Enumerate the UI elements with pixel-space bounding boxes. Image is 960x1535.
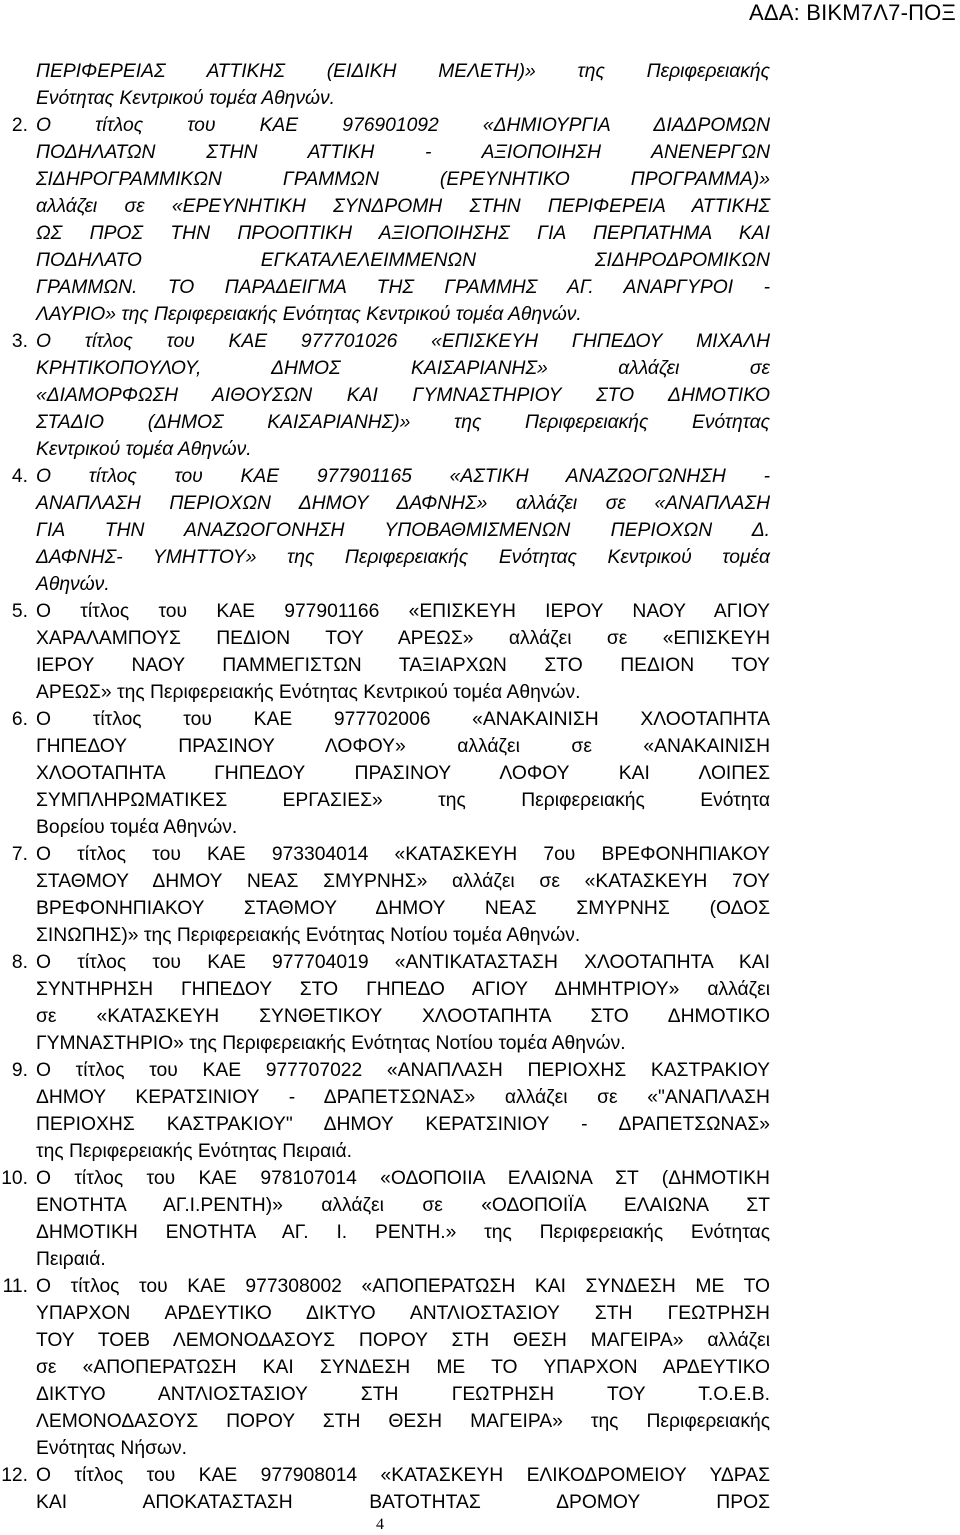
text-line: Ενότητας Κεντρικού τομέα Αθηνών. (36, 88, 335, 109)
item-number: 12. (1, 1465, 28, 1486)
text-line: ΑΝΑΠΛΑΣΗ ΠΕΡΙΟΧΩΝ ΔΗΜΟΥ ΔΑΦΝΗΣ» αλλάζει σε «ΑΝΑΠΛΑΣΗ (36, 493, 770, 514)
text-line: ΕΝΟΤΗΤΑ ΑΓ.Ι.ΡΕΝΤΗ)» αλλάζει σε «ΟΔΟΠΟΙΪΑ ΕΛΑΙΩΝΑ ΣΤ (36, 1195, 770, 1216)
text-line: ΓΥΜΝΑΣΤΗΡΙΟ» της Περιφερειακής Ενότητας Νοτίου τομέα Αθηνών. (36, 1033, 626, 1054)
item-number: 7. (11, 844, 28, 865)
text-line: ΧΑΡΑΛΑΜΠΟΥΣ ΠΕΔΙΟΝ ΤΟΥ ΑΡΕΩΣ» αλλάζει σε «ΕΠΙΣΚΕΥΗ (36, 628, 770, 649)
item-number: 6. (11, 709, 28, 730)
item-number: 8. (11, 952, 28, 973)
text-line: Κεντρικού τομέα Αθηνών. (36, 439, 252, 460)
text-line: Ο τίτλος του ΚΑΕ 977308002 «ΑΠΟΠΕΡΑΤΩΣΗ ΚΑΙ ΣΥΝΔΕΣΗ ΜΕ ΤΟ (36, 1276, 770, 1297)
text-line: ΠΕΡΙΟΧΗΣ ΚΑΣΤΡΑΚΙΟΥ" ΔΗΜΟΥ ΚΕΡΑΤΣΙΝΙΟΥ - ΔΡΑΠΕΤΣΩΝΑΣ» (36, 1114, 770, 1135)
text-line: ΛΑΥΡΙΟ» της Περιφερειακής Ενότητας Κεντρικού τομέα Αθηνών. (36, 304, 582, 325)
text-line: Βορείου τομέα Αθηνών. (36, 817, 238, 838)
text-line: Ο τίτλος του ΚΑΕ 977908014 «ΚΑΤΑΣΚΕΥΗ ΕΛΙΚΟΔΡΟΜΕΙΟΥ ΥΔΡΑΣ (36, 1465, 770, 1486)
text-line: Ο τίτλος του ΚΑΕ 977707022 «ΑΝΑΠΛΑΣΗ ΠΕΡΙΟΧΗΣ ΚΑΣΤΡΑΚΙΟΥ (36, 1060, 770, 1081)
text-line: ΣΤΑΔΙΟ (ΔΗΜΟΣ ΚΑΙΣΑΡΙΑΝΗΣ)» της Περιφερειακής Ενότητας (36, 412, 770, 433)
text-line: ΥΠΑΡΧΟΝ ΑΡΔΕΥΤΙΚΟ ΔΙΚΤΥΟ ΑΝΤΛΙΟΣΤΑΣΙΟΥ ΣΤΗ ΓΕΩΤΡΗΣΗ (36, 1303, 770, 1324)
text-line: ΙΕΡΟΥ ΝΑΟΥ ΠΑΜΜΕΓΙΣΤΩΝ ΤΑΞΙΑΡΧΩΝ ΣΤΟ ΠΕΔΙΟΝ ΤΟΥ (36, 655, 770, 676)
text-line: ΣΙΝΩΠΗΣ)» της Περιφερειακής Ενότητας Νοτίου τομέα Αθηνών. (36, 925, 581, 946)
text-line: ΣΥΝΤΗΡΗΣΗ ΓΗΠΕΔΟΥ ΣΤΟ ΓΗΠΕΔΟ ΑΓΙΟΥ ΔΗΜΗΤΡΙΟΥ» αλλάζει (36, 979, 770, 1000)
item-number: 11. (2, 1276, 28, 1297)
text-line: αλλάζει σε «ΕΡΕΥΝΗΤΙΚΗ ΣΥΝΔΡΟΜΗ ΣΤΗΝ ΠΕΡΙΦΕΡΕΙΑ ΑΤΤΙΚΗΣ (36, 196, 770, 217)
ada-code: ΑΔΑ: ΒΙΚΜ7Λ7-ΠΟΞ (748, 0, 956, 25)
text-line: ΤΟΥ ΤΟΕΒ ΛΕΜΟΝΟΔΑΣΟΥΣ ΠΟΡΟΥ ΣΤΗ ΘΕΣΗ ΜΑΓΕΙΡΑ» αλλάζει (36, 1330, 770, 1351)
item-number: 5. (11, 601, 28, 622)
text-line: ΛΕΜΟΝΟΔΑΣΟΥΣ ΠΟΡΟΥ ΣΤΗ ΘΕΣΗ ΜΑΓΕΙΡΑ» της Περιφερειακής (36, 1411, 770, 1432)
text-line: Ο τίτλος του ΚΑΕ 978107014 «ΟΔΟΠΟΙΙΑ ΕΛΑΙΩΝΑ ΣΤ (ΔΗΜΟΤΙΚΗ (36, 1168, 770, 1189)
text-line: ΔΗΜΟΤΙΚΗ ΕΝΟΤΗΤΑ ΑΓ. Ι. ΡΕΝΤΗ.» της Περιφερειακής Ενότητας (36, 1222, 770, 1243)
text-line: ΧΛΟΟΤΑΠΗΤΑ ΓΗΠΕΔΟΥ ΠΡΑΣΙΝΟΥ ΛΟΦΟΥ ΚΑΙ ΛΟΙΠΕΣ (36, 763, 770, 784)
text-line: ΠΟΔΗΛΑΤΩΝ ΣΤΗΝ ΑΤΤΙΚΗ - ΑΞΙΟΠΟΙΗΣΗ ΑΝΕΝΕΡΓΩΝ (36, 142, 770, 163)
text-line: ΚΑΙ ΑΠΟΚΑΤΑΣΤΑΣΗ ΒΑΤΟΤΗΤΑΣ ΔΡΟΜΟΥ ΠΡΟΣ (36, 1492, 770, 1513)
text-line: ΩΣ ΠΡΟΣ ΤΗΝ ΠΡΟΟΠΤΙΚΗ ΑΞΙΟΠΟΙΗΣΗΣ ΓΙΑ ΠΕΡΠΑΤΗΜΑ ΚΑΙ (36, 223, 770, 244)
text-line: ΓΡΑΜΜΩΝ. ΤΟ ΠΑΡΑΔΕΙΓΜΑ ΤΗΣ ΓΡΑΜΜΗΣ ΑΓ. ΑΝΑΡΓΥΡΟΙ - (36, 277, 770, 298)
text-line: Πειραιά. (36, 1249, 106, 1270)
text-line: ΠΕΡΙΦΕΡΕΙΑΣ ΑΤΤΙΚΗΣ (ΕΙΔΙΚΗ ΜΕΛΕΤΗ)» της Περιφερειακής (36, 61, 770, 82)
text-line: Ο τίτλος του ΚΑΕ 977901165 «ΑΣΤΙΚΗ ΑΝΑΖΩΟΓΩΝΗΣΗ - (36, 466, 770, 487)
text-line: ΣΤΑΘΜΟΥ ΔΗΜΟΥ ΝΕΑΣ ΣΜΥΡΝΗΣ» αλλάζει σε «ΚΑΤΑΣΚΕΥΗ 7ΟΥ (36, 871, 770, 892)
item-number: 10. (1, 1168, 28, 1189)
text-line: της Περιφερειακής Ενότητας Πειραιά. (36, 1141, 353, 1162)
item-number: 9. (11, 1060, 28, 1081)
text-line: Ο τίτλος του ΚΑΕ 976901092 «ΔΗΜΙΟΥΡΓΙΑ ΔΙΑΔΡΟΜΩΝ (36, 115, 770, 136)
text-line: ΔΗΜΟΥ ΚΕΡΑΤΣΙΝΙΟΥ - ΔΡΑΠΕΤΣΩΝΑΣ» αλλάζει σε «"ΑΝΑΠΛΑΣΗ (36, 1087, 770, 1108)
item-number: 4. (11, 466, 28, 487)
text-line: ΣΙΔΗΡΟΓΡΑΜΜΙΚΩΝ ΓΡΑΜΜΩΝ (ΕΡΕΥΝΗΤΙΚΟ ΠΡΟΓΡΑΜΜΑ)» (36, 169, 770, 190)
text-line: ΚΡΗΤΙΚΟΠΟΥΛΟΥ, ΔΗΜΟΣ ΚΑΙΣΑΡΙΑΝΗΣ» αλλάζει σε (36, 358, 770, 379)
text-line: Ο τίτλος του ΚΑΕ 977901166 «ΕΠΙΣΚΕΥΗ ΙΕΡΟΥ ΝΑΟΥ ΑΓΙΟΥ (36, 601, 770, 622)
item-number: 2. (11, 115, 28, 136)
text-line: ΒΡΕΦΟΝΗΠΙΑΚΟΥ ΣΤΑΘΜΟΥ ΔΗΜΟΥ ΝΕΑΣ ΣΜΥΡΝΗΣ (ΟΔΟΣ (36, 898, 770, 919)
item-number: 3. (11, 331, 28, 352)
text-line: Ο τίτλος του ΚΑΕ 977704019 «ΑΝΤΙΚΑΤΑΣΤΑΣΗ ΧΛΟΟΤΑΠΗΤΑ ΚΑΙ (36, 952, 770, 973)
text-line: σε «ΚΑΤΑΣΚΕΥΗ ΣΥΝΘΕΤΙΚΟΥ ΧΛΟΟΤΑΠΗΤΑ ΣΤΟ ΔΗΜΟΤΙΚΟ (36, 1006, 770, 1027)
text-line: Ενότητας Νήσων. (36, 1438, 188, 1459)
text-line: σε «ΑΠΟΠΕΡΑΤΩΣΗ ΚΑΙ ΣΥΝΔΕΣΗ ΜΕ ΤΟ ΥΠΑΡΧΟΝ ΑΡΔΕΥΤΙΚΟ (36, 1357, 770, 1378)
text-line: «ΔΙΑΜΟΡΦΩΣΗ ΑΙΘΟΥΣΩΝ ΚΑΙ ΓΥΜΝΑΣΤΗΡΙΟΥ ΣΤΟ ΔΗΜΟΤΙΚΟ (36, 385, 770, 406)
text-line: Ο τίτλος του ΚΑΕ 977701026 «ΕΠΙΣΚΕΥΗ ΓΗΠΕΔΟΥ ΜΙΧΑΛΗ (36, 331, 770, 352)
text-line: ΔΑΦΝΗΣ- ΥΜΗΤΤΟΥ» της Περιφερειακής Ενότητας Κεντρικού τομέα (36, 547, 770, 568)
text-line: Αθηνών. (36, 574, 110, 595)
text-line: ΔΙΚΤΥΟ ΑΝΤΛΙΟΣΤΑΣΙΟΥ ΣΤΗ ΓΕΩΤΡΗΣΗ ΤΟΥ Τ.Ο.Ε.Β. (36, 1384, 770, 1405)
page-number: 4 (376, 1516, 384, 1533)
text-line: ΠΟΔΗΛΑΤΟ ΕΓΚΑΤΑΛΕΛΕΙΜΜΕΝΩΝ ΣΙΔΗΡΟΔΡΟΜΙΚΩΝ (36, 250, 770, 271)
text-line: ΓΗΠΕΔΟΥ ΠΡΑΣΙΝΟΥ ΛΟΦΟΥ» αλλάζει σε «ΑΝΑΚΑΙΝΙΣΗ (36, 736, 770, 757)
text-line: ΓΙΑ ΤΗΝ ΑΝΑΖΩΟΓΟΝΗΣΗ ΥΠΟΒΑΘΜΙΣΜΕΝΩΝ ΠΕΡΙΟΧΩΝ Δ. (36, 520, 770, 541)
text-line: Ο τίτλος του ΚΑΕ 973304014 «ΚΑΤΑΣΚΕΥΗ 7ου ΒΡΕΦΟΝΗΠΙΑΚΟΥ (36, 844, 770, 865)
text-line: Ο τίτλος του ΚΑΕ 977702006 «ΑΝΑΚΑΙΝΙΣΗ ΧΛΟΟΤΑΠΗΤΑ (36, 709, 770, 730)
text-line: ΣΥΜΠΛΗΡΩΜΑΤΙΚΕΣ ΕΡΓΑΣΙΕΣ» της Περιφερειακής Ενότητα (36, 790, 770, 811)
text-line: ΑΡΕΩΣ» της Περιφερειακής Ενότητας Κεντρικού τομέα Αθηνών. (36, 682, 581, 703)
